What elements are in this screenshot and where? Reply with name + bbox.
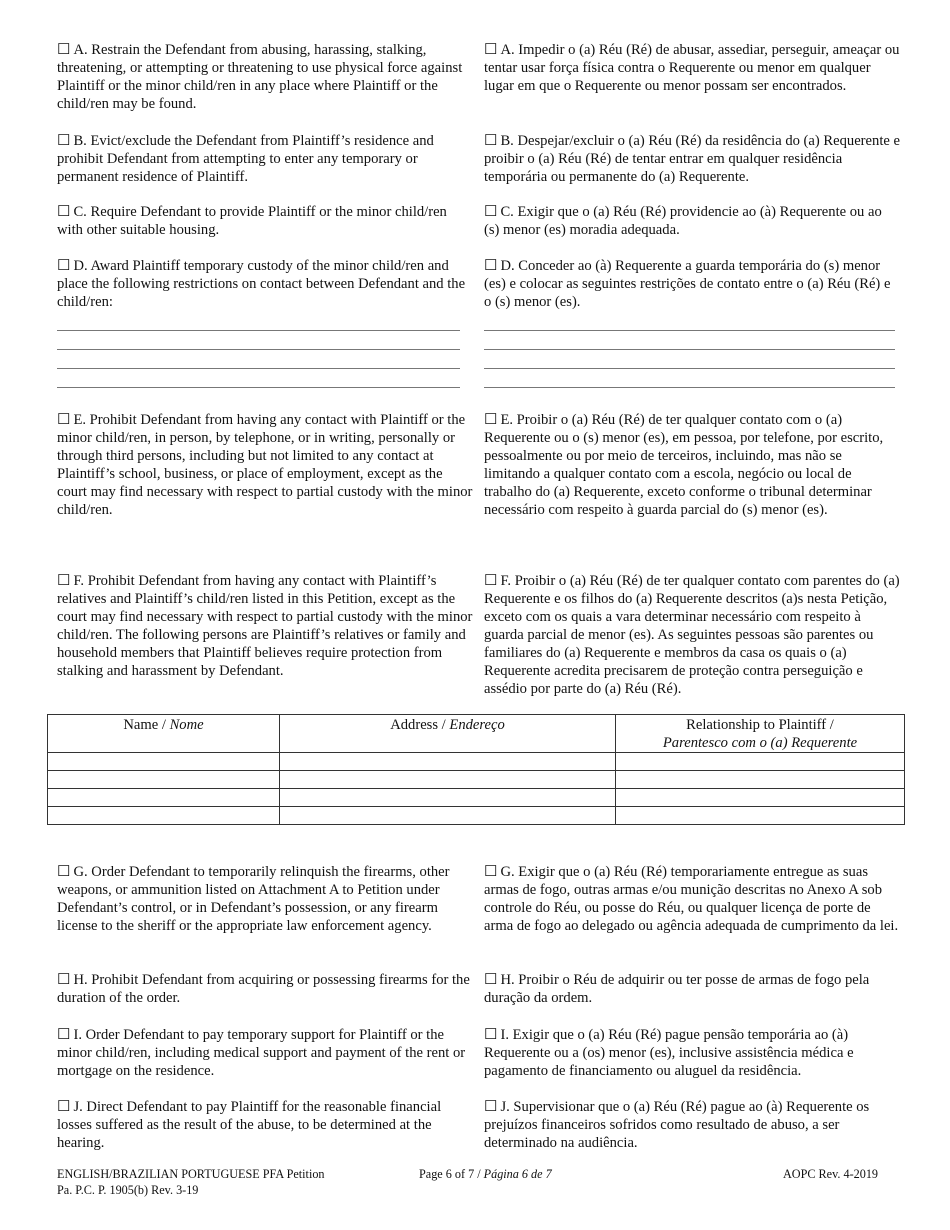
checkbox-d-portuguese[interactable]: ☐	[484, 258, 498, 274]
item-g-portuguese	[484, 863, 900, 935]
blank-line[interactable]	[484, 330, 895, 331]
checkbox-f-portuguese[interactable]: ☐	[484, 573, 498, 589]
item-a-portuguese-text: A. Impedir o (a) Réu (Ré) de abusar, assediar, perseguir, ameaçar ou tentar usar força física contra o Requerente ou menor em qualquer lugar em que o Requerente ou menor possam ser encontrados.	[484, 42, 900, 94]
item-d-portuguese-text: D. Conceder ao (à) Requerente a guarda temporária do (s) menor (es) e colocar as seguintes restrições de contato entre o (a) Réu (Ré) e o (s) menor (es).	[484, 258, 891, 310]
name-cell[interactable]	[48, 753, 280, 771]
checkbox-h-portuguese[interactable]: ☐	[484, 972, 498, 988]
item-a-portuguese	[484, 41, 900, 95]
checkbox-a-english[interactable]: ☐	[57, 42, 71, 58]
name-cell[interactable]	[48, 771, 280, 789]
column-header-name-pt: Nome	[169, 717, 204, 733]
footer-page-pt: Página 6 de 7	[483, 1167, 552, 1181]
footer-revision: AOPC Rev. 4-2019	[783, 1167, 879, 1181]
item-g-english	[57, 863, 473, 935]
restriction-lines-portuguese[interactable]	[484, 330, 895, 406]
checkbox-g-portuguese[interactable]: ☐	[484, 864, 498, 880]
item-i-english	[57, 1026, 473, 1080]
column-header-address	[280, 715, 616, 753]
checkbox-f-english[interactable]: ☐	[57, 573, 71, 589]
checkbox-e-portuguese[interactable]: ☐	[484, 412, 498, 428]
item-e-portuguese-text: E. Proibir o (a) Réu (Ré) de ter qualquer contato com o (a) Requerente ou o (s) menor (es), em pessoa, por telefone, por escrito, pessoalmente ou por meio de terceiros, incluindo, mas não se limitando a qualquer contato com a escola, negócio ou local de trabalho do (a) Requerente, exceto conforme o tribunal determinar necessário com respeito à guarda parcial do (s) menor (es).	[484, 412, 884, 518]
column-header-address-en: Address /	[390, 717, 446, 733]
checkbox-i-portuguese[interactable]: ☐	[484, 1027, 498, 1043]
column-header-relationship	[616, 715, 905, 753]
item-g-english-text: G. Order Defendant to temporarily relinquish the firearms, other weapons, or ammunition listed on Attachment A to Petition under Defendant’s control, or in Defendant’s possession, or any firearm license to the sheriff or the appropriate law enforcement agency.	[57, 864, 450, 934]
name-cell[interactable]	[48, 789, 280, 807]
table-row	[48, 753, 905, 771]
column-header-relationship-en: Relationship to Plaintiff /	[686, 717, 834, 733]
footer-form-id	[57, 1166, 325, 1198]
address-cell[interactable]	[280, 807, 616, 825]
address-cell[interactable]	[280, 753, 616, 771]
item-h-english	[57, 971, 473, 1007]
checkbox-c-english[interactable]: ☐	[57, 204, 71, 220]
checkbox-h-english[interactable]: ☐	[57, 972, 71, 988]
name-cell[interactable]	[48, 807, 280, 825]
item-h-english-text: H. Prohibit Defendant from acquiring or possessing firearms for the duration of the order.	[57, 972, 470, 1006]
item-g-portuguese-text: G. Exigir que o (a) Réu (Ré) temporariamente entregue as suas armas de fogo, outras armas e/ou munição descritas no Anexo A sob controle do Réu, ou posse do Réu, ou qualquer licença de porte de arma de fogo ao delegado ou agência adequada de cumprimento da lei.	[484, 864, 899, 934]
item-d-english-text: D. Award Plaintiff temporary custody of the minor child/ren and place the following restrictions on contact between Defendant and the child/ren:	[57, 258, 466, 310]
relationship-cell[interactable]	[616, 807, 905, 825]
column-header-name-en: Name /	[123, 717, 166, 733]
item-d-portuguese	[484, 257, 900, 311]
checkbox-b-english[interactable]: ☐	[57, 133, 71, 149]
footer-form-line-2: Pa. P.C. P. 1905(b) Rev. 3-19	[57, 1183, 199, 1197]
blank-line[interactable]	[484, 368, 895, 369]
blank-line[interactable]	[57, 330, 460, 331]
item-c-english-text: C. Require Defendant to provide Plaintiff or the minor child/ren with other suitable housing.	[57, 204, 447, 238]
checkbox-j-english[interactable]: ☐	[57, 1099, 71, 1115]
item-b-english-text: B. Evict/exclude the Defendant from Plaintiff’s residence and prohibit Defendant from attempting to enter any temporary or permanent residence of Plaintiff.	[57, 133, 434, 185]
blank-line[interactable]	[484, 349, 895, 350]
item-i-portuguese	[484, 1026, 900, 1080]
item-f-portuguese-text: F. Proibir o (a) Réu (Ré) de ter qualquer contato com parentes do (a) Requerente e os filhos do (a) Requerente descritos (a)s nesta Petição, exceto com os quais a vara determinar necessário com respeito à guarda parcial de menor (es). As seguintes pessoas são parentes ou familiares do (a) Requerente e membros da casa os quais o (a) Requerente acredita precisarem de proteção contra perseguição e assédio por parte do (a) Réu (Ré).	[484, 573, 900, 697]
checkbox-a-portuguese[interactable]: ☐	[484, 42, 498, 58]
column-header-name	[48, 715, 280, 753]
item-h-portuguese-text: H. Proibir o Réu de adquirir ou ter posse de armas de fogo pela duração da ordem.	[484, 972, 870, 1006]
item-i-portuguese-text: I. Exigir que o (a) Réu (Ré) pague pensão temporária ao (à) Requerente ou a (os) menor (es), inclusive assistência médica e pagamento de financiamento ou aluguel da residência.	[484, 1027, 854, 1079]
item-f-english-text: F. Prohibit Defendant from having any contact with Plaintiff’s relatives and Plaintiff’s child/ren listed in this Petition, except as the court may find necessary with respect to partial custody with the minor child/ren. The following persons are Plaintiff’s relatives or family and household members that Plaintiff believes require protection from stalking and harassment by Defendant.	[57, 573, 473, 679]
item-h-portuguese	[484, 971, 900, 1007]
relationship-cell[interactable]	[616, 753, 905, 771]
item-j-portuguese-text: J. Supervisionar que o (a) Réu (Ré) pague ao (à) Requerente os prejuízos financeiros sofridos como resultado de abuso, a ser determinado na audiência.	[484, 1099, 870, 1151]
column-header-relationship-pt: Parentesco com o (a) Requerente	[662, 735, 858, 751]
relationship-cell[interactable]	[616, 789, 905, 807]
table-row	[48, 771, 905, 789]
relationship-cell[interactable]	[616, 771, 905, 789]
table-row	[48, 807, 905, 825]
item-e-portuguese	[484, 411, 900, 519]
checkbox-b-portuguese[interactable]: ☐	[484, 133, 498, 149]
blank-line[interactable]	[57, 387, 460, 388]
table-row	[48, 789, 905, 807]
item-j-english-text: J. Direct Defendant to pay Plaintiff for the reasonable financial losses suffered as the result of the abuse, to be determined at the hearing.	[57, 1099, 442, 1151]
item-i-english-text: I. Order Defendant to pay temporary support for Plaintiff or the minor child/ren, including medical support and payment of the rent or mortgage on the residence.	[57, 1027, 466, 1079]
blank-line[interactable]	[57, 368, 460, 369]
checkbox-i-english[interactable]: ☐	[57, 1027, 71, 1043]
item-c-portuguese	[484, 203, 900, 239]
address-cell[interactable]	[280, 771, 616, 789]
footer-page-en: Page 6 of 7 /	[419, 1167, 481, 1181]
footer-form-line-1: ENGLISH/BRAZILIAN PORTUGUESE PFA Petition	[57, 1167, 325, 1181]
item-a-english	[57, 41, 473, 113]
blank-line[interactable]	[57, 349, 460, 350]
item-c-portuguese-text: C. Exigir que o (a) Réu (Ré) providencie ao (à) Requerente ou ao (s) menor (es) moradia adequada.	[484, 204, 882, 238]
checkbox-g-english[interactable]: ☐	[57, 864, 71, 880]
checkbox-j-portuguese[interactable]: ☐	[484, 1099, 498, 1115]
item-j-english	[57, 1098, 473, 1152]
checkbox-c-portuguese[interactable]: ☐	[484, 204, 498, 220]
checkbox-e-english[interactable]: ☐	[57, 412, 71, 428]
item-e-english	[57, 411, 473, 519]
item-b-portuguese-text: B. Despejar/excluir o (a) Réu (Ré) da residência do (a) Requerente e proibir o (a) Réu (Ré) de tentar entrar em qualquer residência temporária ou permanente do (a) Requerente.	[484, 133, 900, 185]
item-b-portuguese	[484, 132, 900, 186]
item-a-english-text: A. Restrain the Defendant from abusing, harassing, stalking, threatening, or attempting or threatening to use physical force against Plaintiff or the minor child/ren in any place where Plaintiff or the child/ren may be found.	[57, 42, 463, 112]
protected-persons-table	[47, 714, 905, 825]
item-d-english	[57, 257, 473, 311]
item-f-portuguese	[484, 572, 900, 698]
address-cell[interactable]	[280, 789, 616, 807]
item-e-english-text: E. Prohibit Defendant from having any contact with Plaintiff or the minor child/ren, in person, by telephone, or in writing, personally or through third persons, including but not limited to any contact at Plaintiff’s school, business, or place of employment, except as the court may find necessary with respect to partial custody with the minor child/ren.	[57, 412, 473, 518]
footer-page-number	[419, 1166, 552, 1182]
item-f-english	[57, 572, 473, 680]
column-header-address-pt: Endereço	[449, 717, 505, 733]
item-j-portuguese	[484, 1098, 900, 1152]
checkbox-d-english[interactable]: ☐	[57, 258, 71, 274]
blank-line[interactable]	[484, 387, 895, 388]
item-c-english	[57, 203, 473, 239]
restriction-lines-english[interactable]	[57, 330, 460, 406]
item-b-english	[57, 132, 473, 186]
table-header-row	[48, 715, 905, 753]
